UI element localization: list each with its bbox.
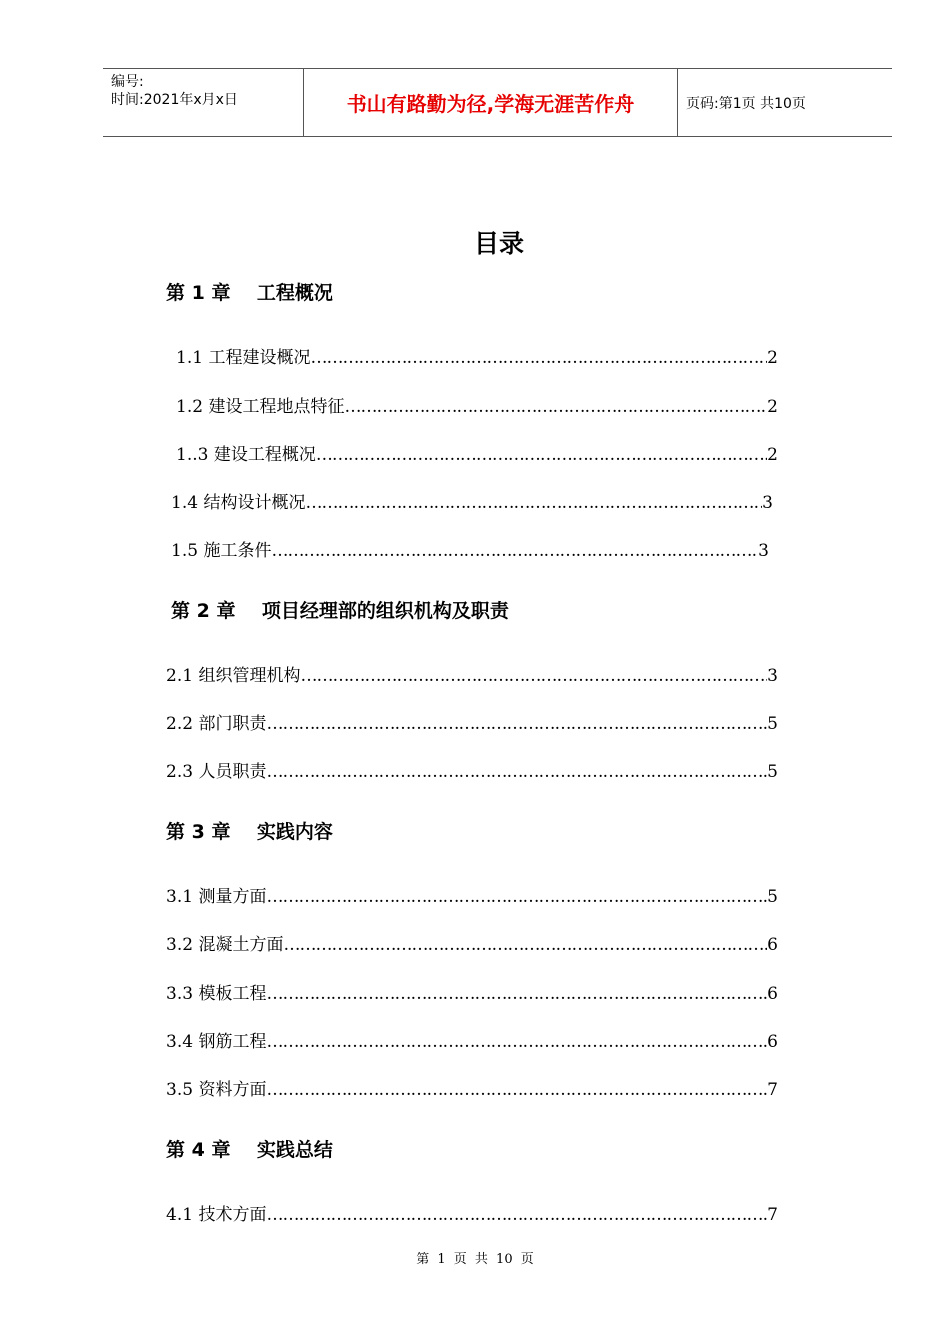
toc-entry[interactable] [176, 343, 778, 368]
toc-entry[interactable] [166, 979, 778, 1004]
toc-entry-page: 2 [767, 445, 778, 465]
toc-entry-page: 6 [767, 1032, 778, 1052]
toc-entry[interactable] [166, 930, 778, 955]
toc-entry-label: 2.1 组织管理机构 [166, 666, 301, 686]
toc-leader-dots [266, 1032, 767, 1052]
toc-entry[interactable] [176, 392, 778, 417]
toc-leader-dots [305, 493, 762, 513]
toc-entry-page: 5 [767, 887, 778, 907]
toc-entry-page: 3 [758, 541, 769, 561]
chapter-heading: 第 4 章 实践总结 [166, 1139, 333, 1161]
toc-leader-dots [266, 714, 767, 734]
toc-leader-dots [316, 445, 767, 465]
toc-entry[interactable] [166, 661, 778, 686]
toc-entry-label: 3.4 钢筋工程 [166, 1032, 267, 1052]
header-meta [111, 73, 301, 109]
toc-entry[interactable] [176, 440, 778, 465]
toc-leader-dots [344, 397, 767, 417]
page-footer: 第 1 页 共 10 页 [416, 1252, 534, 1267]
toc-leader-dots [271, 541, 758, 561]
toc-entry[interactable] [166, 757, 778, 782]
toc-title: 目录 [473, 229, 524, 258]
toc-entry-page: 7 [767, 1205, 778, 1225]
toc-entry[interactable] [166, 1027, 778, 1052]
toc-entry[interactable] [171, 488, 773, 513]
toc-entry-page: 5 [767, 762, 778, 782]
toc-leader-dots [266, 1205, 767, 1225]
toc-entry-label: 3.5 资料方面 [166, 1080, 267, 1100]
toc-entry-page: 2 [767, 397, 778, 417]
toc-entry-label: 2.3 人员职责 [166, 762, 267, 782]
toc-entry-label: 1.4 结构设计概况 [171, 493, 306, 513]
toc-leader-dots [310, 348, 767, 368]
toc-leader-dots [266, 762, 767, 782]
toc-leader-dots [266, 887, 767, 907]
toc-entry-page: 6 [767, 984, 778, 1004]
toc-entry-label: 1..3 建设工程概况 [176, 445, 316, 465]
toc-leader-dots [300, 666, 767, 686]
header-motto: 书山有路勤为径,学海无涯苦作舟 [346, 92, 635, 116]
toc-entry-page: 6 [767, 935, 778, 955]
toc-entry-label: 3.3 模板工程 [166, 984, 267, 1004]
chapter-heading: 第 3 章 实践内容 [166, 821, 333, 843]
toc-entry[interactable] [171, 536, 769, 561]
toc-entry-label: 4.1 技术方面 [166, 1205, 267, 1225]
toc-entry[interactable] [166, 1075, 778, 1100]
toc-entry-page: 3 [767, 666, 778, 686]
toc-entry-label: 2.2 部门职责 [166, 714, 267, 734]
toc-entry-label: 1.1 工程建设概况 [176, 348, 311, 368]
chapter-heading: 第 2 章 项目经理部的组织机构及职责 [171, 600, 509, 622]
toc-entry-label: 3.2 混凝土方面 [166, 935, 284, 955]
toc-entry-page: 3 [762, 493, 773, 513]
toc-leader-dots [283, 935, 767, 955]
toc-leader-dots [266, 984, 767, 1004]
toc-entry-page: 7 [767, 1080, 778, 1100]
toc-entry-page: 5 [767, 714, 778, 734]
toc-entry[interactable] [166, 1200, 778, 1225]
number-label: 编号: [111, 74, 144, 90]
header-page-info: 页码:第1页 共10页 [686, 95, 806, 112]
time-label: 时间:2021年x月x日 [111, 92, 238, 108]
toc-entry-page: 2 [767, 348, 778, 368]
toc-entry-label: 3.1 测量方面 [166, 887, 267, 907]
toc-entry-label: 1.2 建设工程地点特征 [176, 397, 345, 417]
chapter-heading: 第 1 章 工程概况 [166, 282, 333, 304]
toc-entry[interactable] [166, 709, 778, 734]
toc-entry-label: 1.5 施工条件 [171, 541, 272, 561]
toc-entry[interactable] [166, 882, 778, 907]
header-divider [677, 69, 678, 136]
page-header [103, 68, 892, 137]
toc-leader-dots [266, 1080, 767, 1100]
